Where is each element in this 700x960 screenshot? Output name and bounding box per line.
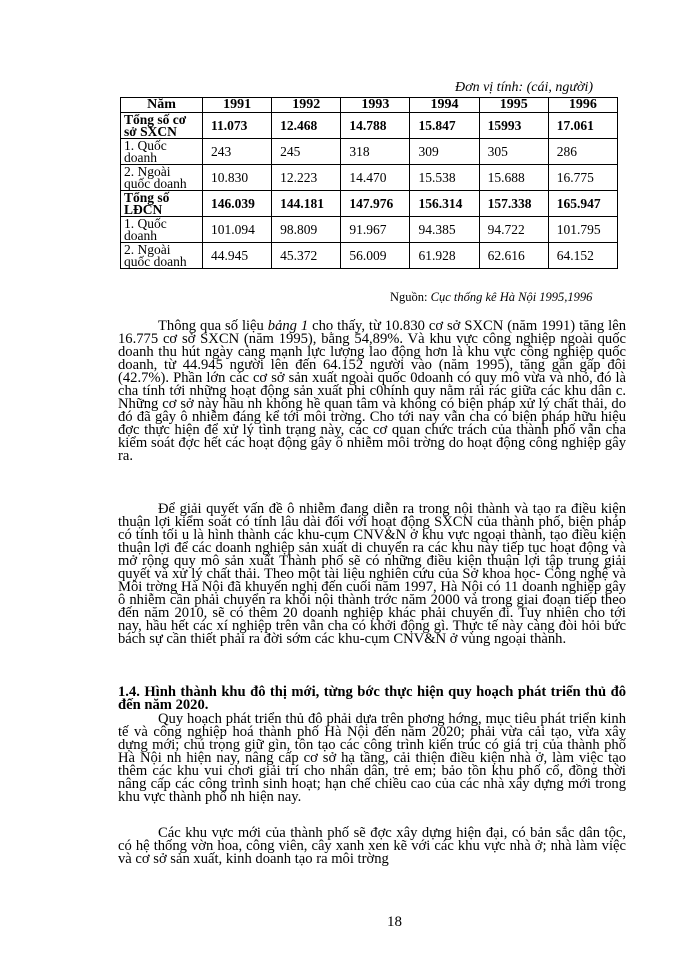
table-cell: 147.976 bbox=[341, 191, 410, 217]
table-row bbox=[121, 191, 618, 217]
table-cell: 17.061 bbox=[548, 113, 617, 139]
table-cell: 286 bbox=[548, 139, 617, 165]
table-cell: 91.967 bbox=[341, 217, 410, 243]
table-cell: 11.073 bbox=[203, 113, 272, 139]
table-row bbox=[121, 165, 618, 191]
table-cell: 44.945 bbox=[203, 243, 272, 269]
table-cell: 94.385 bbox=[410, 217, 479, 243]
table-cell: 15.688 bbox=[479, 165, 548, 191]
table-cell: 12.468 bbox=[272, 113, 341, 139]
table-cell: 144.181 bbox=[272, 191, 341, 217]
table-cell: 12.223 bbox=[272, 165, 341, 191]
paragraph-2: Để giải quyết vấn đề ô nhiễm đang diễn ra trong nội thành và tạo ra điều kiện thuận lợi kiểm soát có tính lâu dài đối với hoạt động SXCN của thành phố, biện pháp có tính tối u là hình thành các khu-cụm CNV&N ở khu vực ngoại thành, tạo điều kiện thuận lợi để các doanh nghiệp sản xuất di chuyển ra các khu này tiếp tục hoạt động và mở rộng quy mô sản xuất Thành phố sẽ có những điều kiện thuận lợi tập trung giải quyết và xử lý chất thải. Theo một tài liệu nghiên cứu của Sở khoa học- Công nghệ và Môi trờng Hà Nội đã khuyến nghị đến cuối năm 1997, Hà Nội có 11 doanh nghiệp gây ô nhiễm cần phải chuyển ra khỏi nội thành trớc năm 2000 và trong giai đoạn tiếp theo đến năm 2010, sẽ có thêm 20 doanh nghiệp khác phải chuyển đi. Tuy nhiên cho tới nay, hầu hết các xí nghiệp trên vẫn cha có khởi động gì. Thực tế này càng đòi hỏi bức bách sự cần thiết phải ra đời sớm các khu-cụm CNV&N ở vùng ngoại thành. bbox=[118, 501, 626, 647]
table-cell: 61.928 bbox=[410, 243, 479, 269]
table-cell: 15993 bbox=[479, 113, 548, 139]
row-label: 1. Quốc doanh bbox=[121, 217, 203, 243]
paragraph-1-rest: cho thấy, từ 10.830 cơ sở SXCN (năm 1991) tăng lên 16.775 cơ sở SXCN (năm 1995), bằng 54,89%. Và khu vực công nghiệp ngoài quốc doanh thu hút ngày càng mạnh lực lượng lao động hơn là khu vực công nghiệp quốc doanh, từ 44.945 người lên đến 64.152 người vào (năm 1995), tăng gần gấp đôi (42.7%). Phần lớn các cơ sở sản xuất ngoài quốc 0doanh có quy mô vừa và nhỏ, đó là cha tính tới những hoạt động sản xuất phi c0hính quy nằm rải rác giữa các khu dân c. Những cơ sở này hầu nh không hề quan tâm và không có biện pháp xử lý chất thải, do đó đã gây ô nhiễm đáng kể tới môi trờng. Cho tới nay vẫn cha có biện pháp hữu hiệu đợc thực hiện để xử lý tình trạng này, các cơ quan chức trách của thành phố vẫn cha kiểm soát đợc hết các hoạt động gây ô nhiễm môi trờng do hoạt động công nghiệp gây ra. bbox=[118, 318, 626, 464]
table-header-cell: 1992 bbox=[272, 98, 341, 113]
table-cell: 56.009 bbox=[341, 243, 410, 269]
table-cell: 101.094 bbox=[203, 217, 272, 243]
unit-note: Đơn vị tính: (cái, người) bbox=[455, 80, 594, 95]
table-cell: 318 bbox=[341, 139, 410, 165]
table-cell: 14.788 bbox=[341, 113, 410, 139]
table-header-cell: 1994 bbox=[410, 98, 479, 113]
table-cell: 15.847 bbox=[410, 113, 479, 139]
table-header-cell: 1991 bbox=[203, 98, 272, 113]
table-cell: 101.795 bbox=[548, 217, 617, 243]
paragraph-1-lead: Thông qua số liệu bbox=[158, 318, 268, 334]
table-header-cell: 1996 bbox=[548, 98, 617, 113]
table-header-cell: 1993 bbox=[341, 98, 410, 113]
statistics-table bbox=[120, 97, 618, 269]
table-cell: 309 bbox=[410, 139, 479, 165]
row-label: 2. Ngoài quốc doanh bbox=[121, 243, 203, 269]
row-label: Tổng số cơ sở SXCN bbox=[121, 113, 203, 139]
table-cell: 64.152 bbox=[548, 243, 617, 269]
table-row bbox=[121, 217, 618, 243]
table-row bbox=[121, 139, 618, 165]
table-cell: 10.830 bbox=[203, 165, 272, 191]
source-title: Cục thống kê Hà Nội 1995,1996 bbox=[430, 290, 593, 304]
table-cell: 156.314 bbox=[410, 191, 479, 217]
table-cell: 94.722 bbox=[479, 217, 548, 243]
table-header-row bbox=[121, 98, 618, 113]
row-label: 1. Quốc doanh bbox=[121, 139, 203, 165]
table-cell: 305 bbox=[479, 139, 548, 165]
table-cell: 98.809 bbox=[272, 217, 341, 243]
paragraph-1 bbox=[118, 320, 626, 463]
table-row bbox=[121, 243, 618, 269]
table-cell: 245 bbox=[272, 139, 341, 165]
table-cell: 14.470 bbox=[341, 165, 410, 191]
source-prefix: Nguồn: bbox=[390, 290, 431, 304]
table-row bbox=[121, 113, 618, 139]
page-number: 18 bbox=[387, 914, 402, 930]
table-cell: 15.538 bbox=[410, 165, 479, 191]
table-header-cell: 1995 bbox=[479, 98, 548, 113]
table-cell: 243 bbox=[203, 139, 272, 165]
table-reference: bảng 1 bbox=[267, 318, 309, 334]
table-cell: 157.338 bbox=[479, 191, 548, 217]
row-label: 2. Ngoài quốc doanh bbox=[121, 165, 203, 191]
table-cell: 16.775 bbox=[548, 165, 617, 191]
section-heading: 1.4. Hình thành khu đô thị mới, từng bớc thực hiện quy hoạch phát triển thủ đô đến năm 2020. bbox=[118, 684, 626, 713]
row-label: Tổng số LĐCN bbox=[121, 191, 203, 217]
table-header-cell: Năm bbox=[121, 98, 203, 113]
paragraph-4: Các khu vực mới của thành phố sẽ đợc xây dựng hiện đại, có bản sắc dân tộc, có hệ thống vờn hoa, công viên, cây xanh xen kẽ với các khu vực nhà ở; nhà làm việc và cơ sở sản xuất, kinh doanh tạo ra môi trờng bbox=[118, 825, 626, 867]
table-cell: 45.372 bbox=[272, 243, 341, 269]
table-source bbox=[390, 290, 592, 305]
table-cell: 146.039 bbox=[203, 191, 272, 217]
table-cell: 165.947 bbox=[548, 191, 617, 217]
paragraph-3: Quy hoạch phát triển thủ đô phải dựa trên phơng hớng, mục tiêu phát triển kinh tế và công nghiệp hoá thành phố Hà Nội đến năm 2020; phải vừa cải tạo, vừa xây dựng mới; chú trọng giữ gìn, tôn tạo các công trình kiến trúc có giá trị của thành phố Hà Nội nh hiện nay, nâng cấp cơ sở hạ tầng, cải thiện điều kiện nhà ở, làm việc tạo thêm các khu vui chơi giải trí cho nhân dân, trẻ em; bảo tồn khu phố cổ, đồng thời nâng cấp các công trình sinh hoạt; hạn chế chiều cao của các nhà xây dựng mới trong khu vực thành phố nh hiện nay. bbox=[118, 711, 626, 805]
table-cell: 62.616 bbox=[479, 243, 548, 269]
